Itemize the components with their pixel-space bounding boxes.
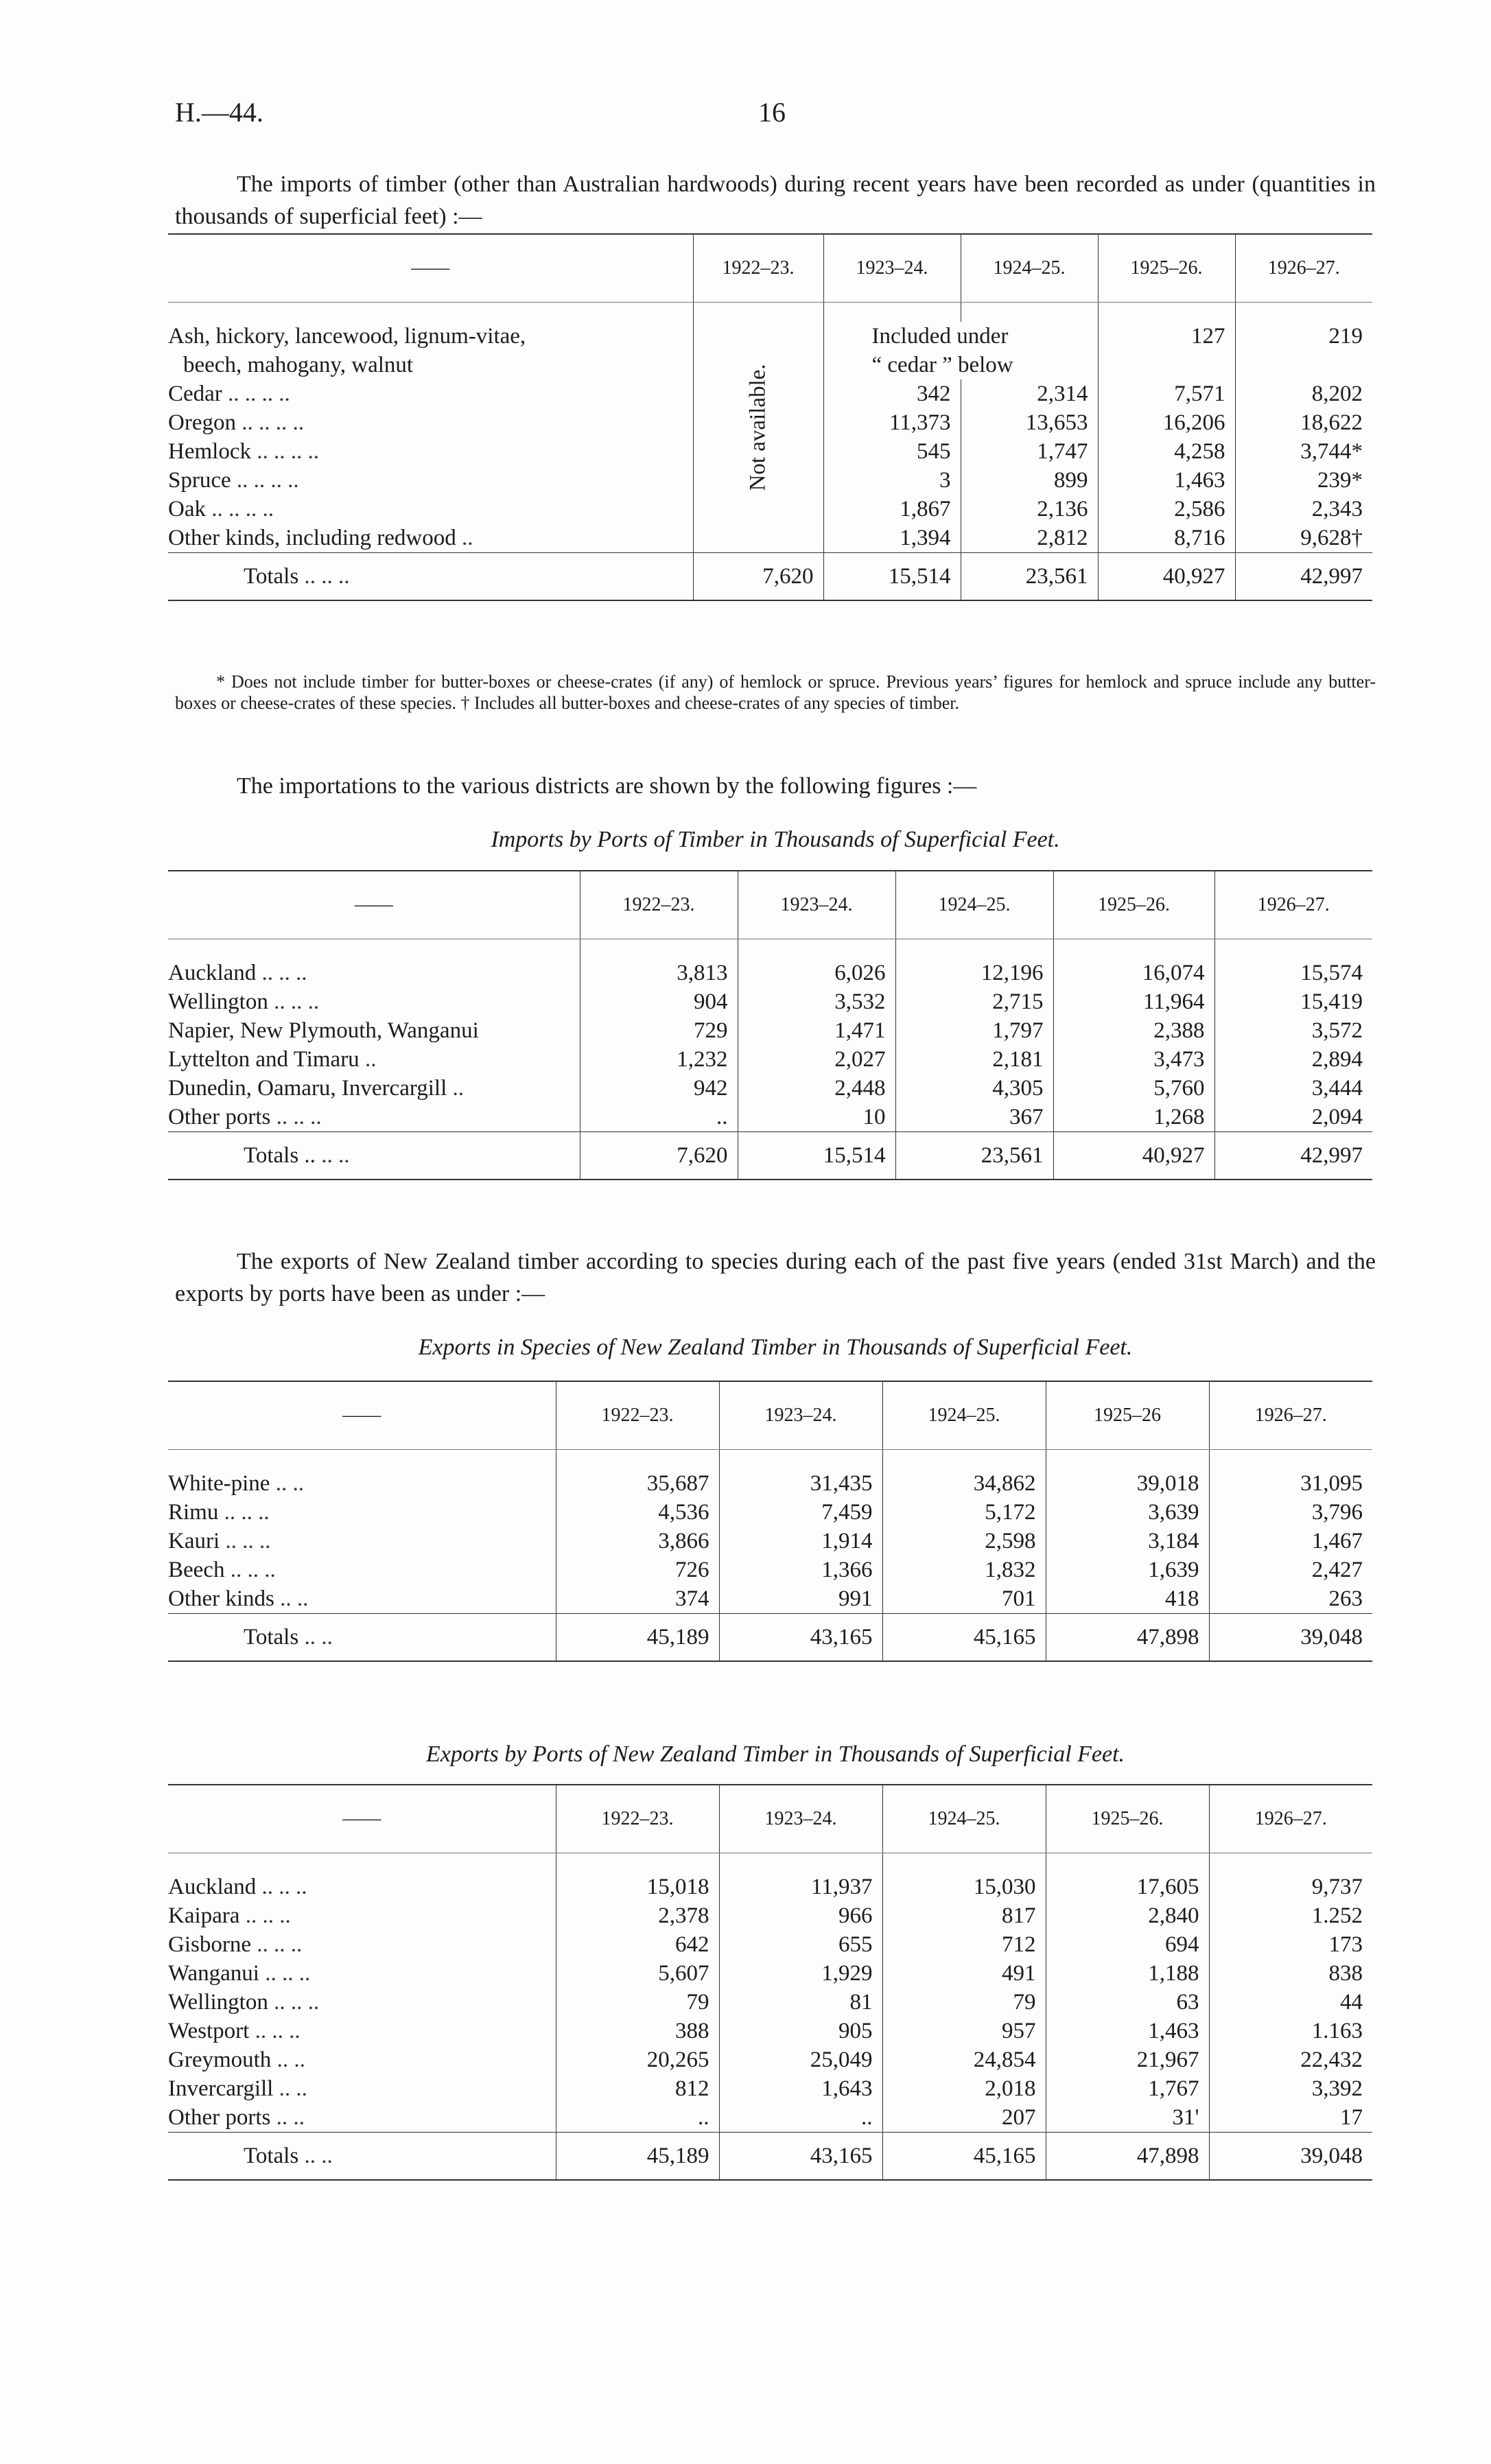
value-cell: 1,232 bbox=[580, 1045, 738, 1074]
value-cell: 63 bbox=[1046, 1988, 1209, 2017]
header-year: 1923–24. bbox=[738, 871, 895, 939]
table-row: Oregon .. .. .. .. 11,373 13,653 16,206 18,622 bbox=[168, 408, 1372, 437]
table-row: Ash, hickory, lancewood, lignum-vitae, Included under 127 219 bbox=[168, 322, 1372, 351]
value-cell: 904 bbox=[580, 987, 738, 1016]
header-year: 1925–26. bbox=[1046, 1785, 1209, 1853]
row-label: Invercargill .. .. bbox=[168, 2076, 307, 2101]
row-label: Wellington .. .. .. bbox=[168, 989, 320, 1014]
value-cell: .. bbox=[556, 2103, 719, 2133]
value-cell: 5,172 bbox=[882, 1498, 1046, 1527]
header-year: 1922–23. bbox=[556, 1785, 719, 1853]
document-reference: H.—44. bbox=[175, 97, 263, 128]
table-row bbox=[168, 959, 1372, 987]
table-row bbox=[168, 1988, 1372, 2017]
row-label: Other ports .. .. .. bbox=[168, 1105, 322, 1129]
row-label: Westport .. .. .. bbox=[168, 2019, 301, 2043]
not-available-cell: Not available. bbox=[693, 303, 823, 553]
value-cell: 2,378 bbox=[556, 1901, 719, 1930]
value-cell: 712 bbox=[882, 1930, 1046, 1959]
row-label: Wanganui .. .. .. bbox=[168, 1961, 311, 1986]
value-cell: 418 bbox=[1046, 1584, 1209, 1614]
value-cell: 694 bbox=[1046, 1930, 1209, 1959]
value-cell: 22,432 bbox=[1209, 2045, 1372, 2074]
table-row bbox=[168, 2103, 1372, 2133]
value-cell: 45,165 bbox=[882, 2133, 1046, 2181]
value-cell: 3,866 bbox=[556, 1527, 719, 1556]
value-cell: 4,536 bbox=[556, 1498, 719, 1527]
header-year: 1925–26. bbox=[1053, 871, 1214, 939]
value-cell: 491 bbox=[882, 1959, 1046, 1988]
table-row bbox=[168, 1016, 1372, 1045]
table-row: Other kinds, including redwood .. 1,394 2,812 8,716 9,628† bbox=[168, 524, 1372, 553]
value-cell: 729 bbox=[580, 1016, 738, 1045]
row-label: Totals .. .. .. bbox=[168, 1132, 580, 1180]
value-cell: 6,026 bbox=[738, 959, 895, 987]
header-year: 1926–27. bbox=[1214, 871, 1372, 939]
header-year: 1922–23. bbox=[556, 1381, 719, 1450]
value-cell: 817 bbox=[882, 1901, 1046, 1930]
value-cell: 43,165 bbox=[719, 2133, 882, 2181]
value-cell: 1,188 bbox=[1046, 1959, 1209, 1988]
value-cell: 9,737 bbox=[1209, 1873, 1372, 1901]
value-cell: 2,427 bbox=[1209, 1556, 1372, 1584]
value-cell: 3,473 bbox=[1053, 1045, 1214, 1074]
row-label: Totals .. .. bbox=[168, 1614, 556, 1662]
value-cell: .. bbox=[719, 2103, 882, 2133]
row-label: Napier, New Plymouth, Wanganui bbox=[168, 1018, 479, 1043]
value-cell: 15,514 bbox=[738, 1132, 895, 1180]
value-cell: 374 bbox=[556, 1584, 719, 1614]
header-year: 1922–23. bbox=[693, 234, 823, 303]
table-row: Cedar .. .. .. .. 342 2,314 7,571 8,202 bbox=[168, 379, 1372, 408]
value-cell: 10 bbox=[738, 1103, 895, 1132]
value-cell: 2,715 bbox=[895, 987, 1053, 1016]
table-row bbox=[168, 1584, 1372, 1614]
header-dash: —— bbox=[168, 234, 693, 303]
row-label: Totals .. .. bbox=[168, 2133, 556, 2181]
value-cell: 2,598 bbox=[882, 1527, 1046, 1556]
value-cell: 45,189 bbox=[556, 1614, 719, 1662]
header-year: 1926–27. bbox=[1235, 234, 1372, 303]
value-cell: 642 bbox=[556, 1930, 719, 1959]
value-cell: 15,018 bbox=[556, 1873, 719, 1901]
header-dash: —— bbox=[168, 1381, 556, 1450]
value-cell: 2,388 bbox=[1053, 1016, 1214, 1045]
table-header-row bbox=[168, 1785, 1372, 1853]
value-cell: 5,607 bbox=[556, 1959, 719, 1988]
value-cell: 2,448 bbox=[738, 1074, 895, 1103]
value-cell: 21,967 bbox=[1046, 2045, 1209, 2074]
header-year: 1923–24. bbox=[823, 234, 961, 303]
value-cell: 1,366 bbox=[719, 1556, 882, 1584]
table-row bbox=[168, 1469, 1372, 1498]
value-cell: 7,459 bbox=[719, 1498, 882, 1527]
value-cell: 47,898 bbox=[1046, 1614, 1209, 1662]
value-cell: 1,467 bbox=[1209, 1527, 1372, 1556]
table-row bbox=[168, 1527, 1372, 1556]
value-cell: 367 bbox=[895, 1103, 1053, 1132]
value-cell: 991 bbox=[719, 1584, 882, 1614]
value-cell: 1,832 bbox=[882, 1556, 1046, 1584]
value-cell: 1,767 bbox=[1046, 2074, 1209, 2103]
exports-species-table bbox=[168, 1381, 1372, 1662]
value-cell: 25,049 bbox=[719, 2045, 882, 2074]
row-label: Beech .. .. .. bbox=[168, 1558, 276, 1582]
value-cell: 3,572 bbox=[1214, 1016, 1372, 1045]
table-row bbox=[168, 1103, 1372, 1132]
value-cell: 1,797 bbox=[895, 1016, 1053, 1045]
exports-ports-caption: Exports by Ports of New Zealand Timber in Thousands of Superficial Feet. bbox=[425, 1741, 1125, 1767]
value-cell: 40,927 bbox=[1053, 1132, 1214, 1180]
value-cell: 2,181 bbox=[895, 1045, 1053, 1074]
value-cell: 3,813 bbox=[580, 959, 738, 987]
value-cell: 16,074 bbox=[1053, 959, 1214, 987]
value-cell: 1,929 bbox=[719, 1959, 882, 1988]
exports-species-caption: Exports in Species of New Zealand Timber in Thousands of Superficial Feet. bbox=[418, 1335, 1133, 1360]
header-year: 1924–25. bbox=[882, 1381, 1046, 1450]
value-cell: 31,435 bbox=[719, 1469, 882, 1498]
row-label: Wellington .. .. .. bbox=[168, 1990, 320, 2015]
table-row bbox=[168, 2074, 1372, 2103]
value-cell: 11,964 bbox=[1053, 987, 1214, 1016]
row-label: Rimu .. .. .. bbox=[168, 1500, 270, 1525]
row-label: Auckland .. .. .. bbox=[168, 1875, 307, 1899]
value-cell: 5,760 bbox=[1053, 1074, 1214, 1103]
page-number: 16 bbox=[758, 97, 786, 128]
value-cell: 655 bbox=[719, 1930, 882, 1959]
value-cell: 24,854 bbox=[882, 2045, 1046, 2074]
value-cell: 1,914 bbox=[719, 1527, 882, 1556]
header-year: 1925–26. bbox=[1098, 234, 1235, 303]
value-cell: 39,018 bbox=[1046, 1469, 1209, 1498]
header-year: 1922–23. bbox=[580, 871, 738, 939]
header-year: 1926–27. bbox=[1209, 1381, 1372, 1450]
value-cell: 207 bbox=[882, 2103, 1046, 2133]
value-cell: 2,094 bbox=[1214, 1103, 1372, 1132]
value-cell: 11,937 bbox=[719, 1873, 882, 1901]
row-label: Auckland .. .. .. bbox=[168, 961, 307, 985]
value-cell: 905 bbox=[719, 2017, 882, 2045]
exports-intro: The exports of New Zealand timber according to species during each of the past five years (ended 31st March) and the exports by ports have been as under :— bbox=[175, 1249, 1376, 1306]
ports-imports-table bbox=[168, 870, 1372, 1180]
value-cell: 388 bbox=[556, 2017, 719, 2045]
value-cell: 17,605 bbox=[1046, 1873, 1209, 1901]
value-cell: 7,620 bbox=[580, 1132, 738, 1180]
header-dash: —— bbox=[168, 1785, 556, 1853]
value-cell: 942 bbox=[580, 1074, 738, 1103]
value-cell: 15,574 bbox=[1214, 959, 1372, 987]
value-cell: 31,095 bbox=[1209, 1469, 1372, 1498]
header-year: 1926–27. bbox=[1209, 1785, 1372, 1853]
header-year: 1925–26 bbox=[1046, 1381, 1209, 1450]
value-cell: 34,862 bbox=[882, 1469, 1046, 1498]
value-cell: 2,027 bbox=[738, 1045, 895, 1074]
row-label: Kaipara .. .. .. bbox=[168, 1903, 291, 1928]
row-label: Other kinds .. .. bbox=[168, 1586, 309, 1611]
header-year: 1924–25. bbox=[895, 871, 1053, 939]
table-row bbox=[168, 1959, 1372, 1988]
value-cell: 838 bbox=[1209, 1959, 1372, 1988]
row-label: Greymouth .. .. bbox=[168, 2048, 305, 2072]
value-cell: 23,561 bbox=[895, 1132, 1053, 1180]
totals-row: Totals .. .. .. 7,620 15,514 23,561 40,927 42,997 bbox=[168, 553, 1372, 601]
value-cell: 15,419 bbox=[1214, 987, 1372, 1016]
value-cell: 173 bbox=[1209, 1930, 1372, 1959]
table-row bbox=[168, 1498, 1372, 1527]
value-cell: 20,265 bbox=[556, 2045, 719, 2074]
totals-row bbox=[168, 2133, 1372, 2181]
value-cell: 1,463 bbox=[1046, 2017, 1209, 2045]
value-cell: 43,165 bbox=[719, 1614, 882, 1662]
value-cell: 44 bbox=[1209, 1988, 1372, 2017]
row-label: Gisborne .. .. .. bbox=[168, 1932, 303, 1957]
value-cell: 1,268 bbox=[1053, 1103, 1214, 1132]
table-header-row bbox=[168, 1381, 1372, 1450]
table-row bbox=[168, 1556, 1372, 1584]
value-cell: 17 bbox=[1209, 2103, 1372, 2133]
value-cell: 4,305 bbox=[895, 1074, 1053, 1103]
value-cell: 3,532 bbox=[738, 987, 895, 1016]
totals-row bbox=[168, 1132, 1372, 1180]
table-row bbox=[168, 2045, 1372, 2074]
value-cell: .. bbox=[580, 1103, 738, 1132]
page-header bbox=[175, 96, 1376, 137]
table-header-row bbox=[168, 871, 1372, 939]
value-cell: 39,048 bbox=[1209, 1614, 1372, 1662]
value-cell: 1,471 bbox=[738, 1016, 895, 1045]
value-cell: 3,184 bbox=[1046, 1527, 1209, 1556]
table-row bbox=[168, 1901, 1372, 1930]
value-cell: 81 bbox=[719, 1988, 882, 2017]
value-cell: 15,030 bbox=[882, 1873, 1046, 1901]
value-cell: 957 bbox=[882, 2017, 1046, 2045]
value-cell: 1.252 bbox=[1209, 1901, 1372, 1930]
districts-intro: The importations to the various districts are shown by the following figures :— bbox=[237, 773, 977, 799]
header-year: 1923–24. bbox=[719, 1785, 882, 1853]
value-cell: 1.163 bbox=[1209, 2017, 1372, 2045]
value-cell: 79 bbox=[882, 1988, 1046, 2017]
value-cell: 47,898 bbox=[1046, 2133, 1209, 2181]
value-cell: 2,018 bbox=[882, 2074, 1046, 2103]
table-row: Spruce .. .. .. .. 3 899 1,463 239* bbox=[168, 466, 1372, 495]
table-header-row bbox=[168, 234, 1372, 303]
table-row bbox=[168, 1930, 1372, 1959]
value-cell: 812 bbox=[556, 2074, 719, 2103]
value-cell: 2,894 bbox=[1214, 1045, 1372, 1074]
table-row: Oak .. .. .. .. 1,867 2,136 2,586 2,343 bbox=[168, 495, 1372, 524]
value-cell: 3,796 bbox=[1209, 1498, 1372, 1527]
value-cell: 42,997 bbox=[1214, 1132, 1372, 1180]
header-dash: —— bbox=[168, 871, 580, 939]
exports-ports-table bbox=[168, 1784, 1372, 2181]
value-cell: 966 bbox=[719, 1901, 882, 1930]
table-row: beech, mahogany, walnut “ cedar ” below bbox=[168, 351, 1372, 379]
imports-footnote: * Does not include timber for butter-boxes or cheese-crates (if any) of hemlock or spruce. Previous years’ figures for hemlock and spruce include any butter-boxes or cheese-crates of these species. † Includes all butter-boxes and cheese-crates of any species of timber. bbox=[175, 672, 1376, 713]
value-cell: 3,392 bbox=[1209, 2074, 1372, 2103]
table-row bbox=[168, 2017, 1372, 2045]
table-row bbox=[168, 987, 1372, 1016]
table-row bbox=[168, 1873, 1372, 1901]
value-cell: 45,165 bbox=[882, 1614, 1046, 1662]
value-cell: 1,643 bbox=[719, 2074, 882, 2103]
header-year: 1923–24. bbox=[719, 1381, 882, 1450]
value-cell: 1,639 bbox=[1046, 1556, 1209, 1584]
ports-imports-caption: Imports by Ports of Timber in Thousands of Superficial Feet. bbox=[491, 827, 1060, 852]
value-cell: 39,048 bbox=[1209, 2133, 1372, 2181]
imports-intro: The imports of timber (other than Australian hardwoods) during recent years have been recorded as under (quantities in thousands of superficial feet) :— bbox=[175, 172, 1376, 229]
value-cell: 12,196 bbox=[895, 959, 1053, 987]
row-label: Lyttelton and Timaru .. bbox=[168, 1047, 377, 1072]
table-row bbox=[168, 1045, 1372, 1074]
value-cell: 3,444 bbox=[1214, 1074, 1372, 1103]
value-cell: 79 bbox=[556, 1988, 719, 2017]
row-label: White-pine .. .. bbox=[168, 1471, 304, 1496]
value-cell: 263 bbox=[1209, 1584, 1372, 1614]
header-year: 1924–25. bbox=[961, 234, 1098, 303]
row-label: Kauri .. .. .. bbox=[168, 1529, 271, 1553]
value-cell: 35,687 bbox=[556, 1469, 719, 1498]
value-cell: 31' bbox=[1046, 2103, 1209, 2133]
value-cell: 701 bbox=[882, 1584, 1046, 1614]
value-cell: 2,840 bbox=[1046, 1901, 1209, 1930]
header-year: 1924–25. bbox=[882, 1785, 1046, 1853]
row-label: Other ports .. .. bbox=[168, 2105, 305, 2130]
value-cell: 45,189 bbox=[556, 2133, 719, 2181]
totals-row bbox=[168, 1614, 1372, 1662]
table-row bbox=[168, 1074, 1372, 1103]
table-row: Hemlock .. .. .. .. 545 1,747 4,258 3,744* bbox=[168, 437, 1372, 466]
row-label: Dunedin, Oamaru, Invercargill .. bbox=[168, 1076, 464, 1101]
value-cell: 3,639 bbox=[1046, 1498, 1209, 1527]
imports-species-table bbox=[168, 233, 1372, 601]
value-cell: 726 bbox=[556, 1556, 719, 1584]
